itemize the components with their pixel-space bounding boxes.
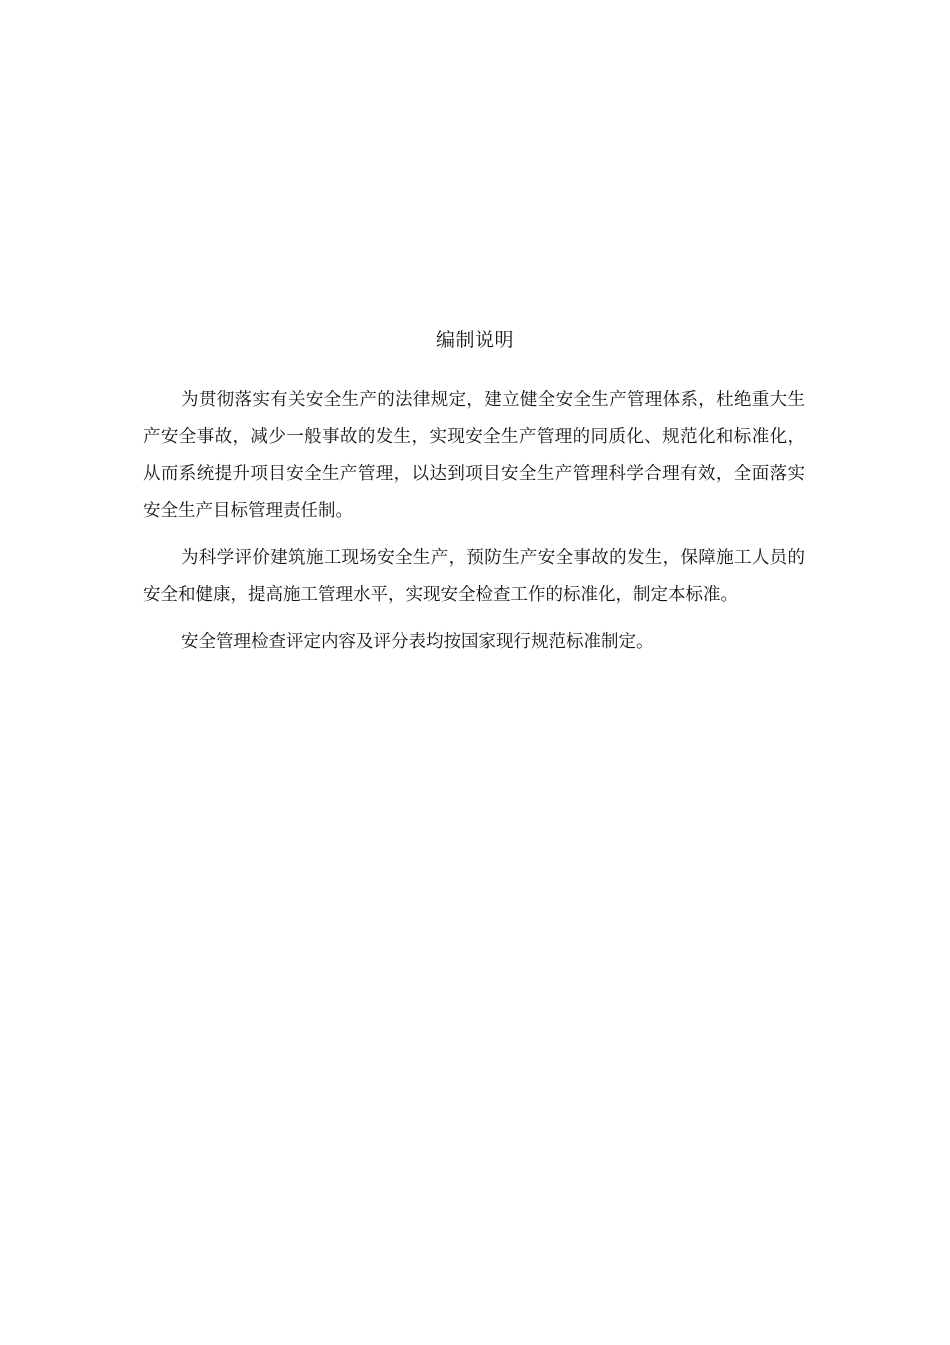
document-body bbox=[143, 382, 805, 661]
document-title: 编制说明 bbox=[435, 329, 514, 351]
paragraph-evaluation-note: 安全管理检查评定内容及评分表均按国家现行规范标准制定。 bbox=[181, 632, 654, 652]
paragraph-standard-basis: 为科学评价建筑施工现场安全生产，预防生产安全事故的发生，保障施工人员的安全和健康，提高施工管理水平，实现安全检查工作的标准化，制定本标准。 bbox=[143, 548, 805, 605]
paragraph-purpose: 为贯彻落实有关安全生产的法律规定，建立健全安全生产管理体系，杜绝重大生产安全事故，减少一般事故的发生，实现安全生产管理的同质化、规范化和标准化，从而系统提升项目安全生产管理，以达到项目安全生产管理科学合理有效，全面落实安全生产目标管理责任制。 bbox=[143, 390, 805, 521]
